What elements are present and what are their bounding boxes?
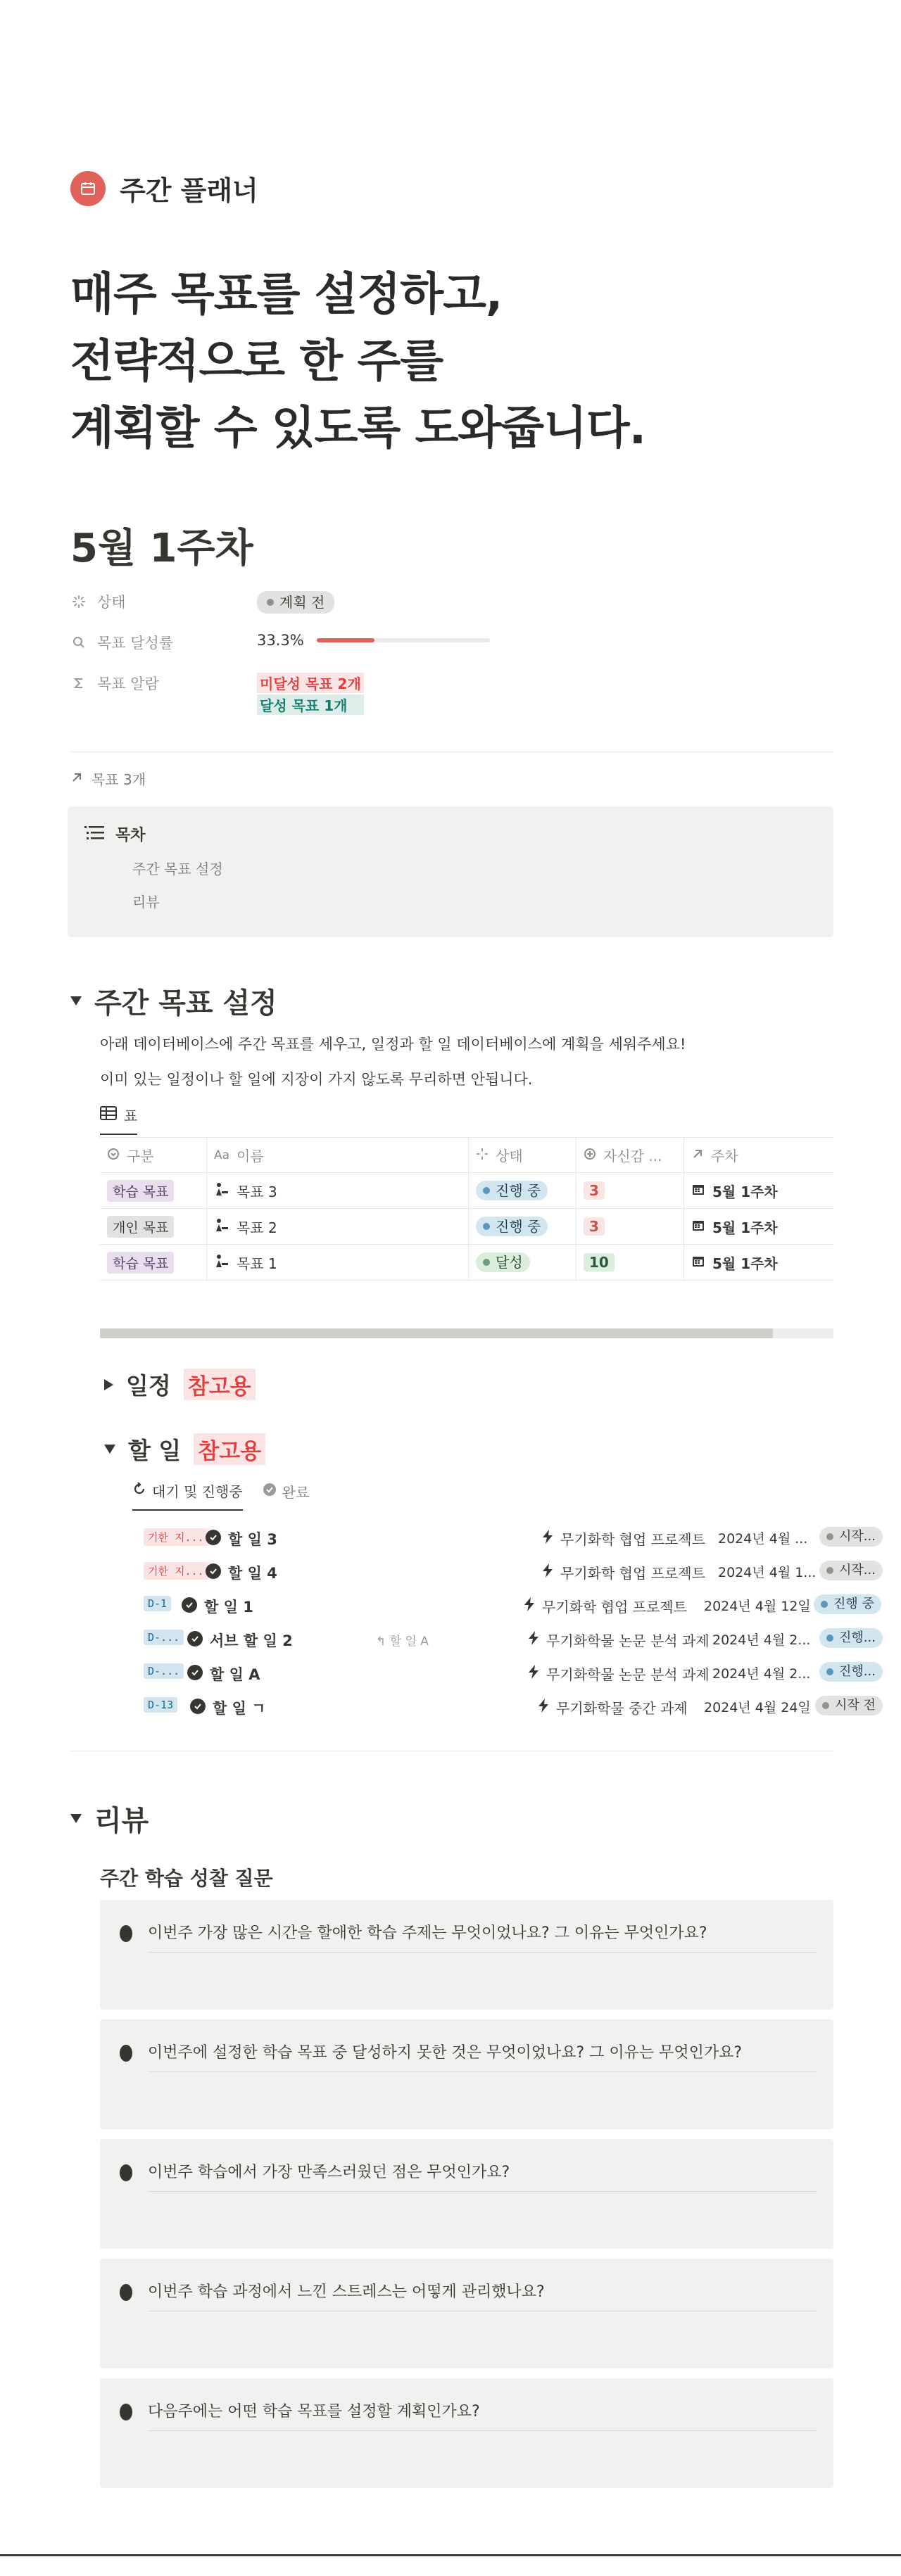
- page-title: 주간 플래너: [120, 175, 258, 206]
- status-text: 계획 전: [279, 594, 325, 611]
- number-icon: [584, 1147, 596, 1164]
- section-goals-heading[interactable]: [70, 981, 277, 1021]
- section-review-heading[interactable]: [70, 1798, 149, 1839]
- column-label: 주차: [711, 1148, 738, 1165]
- bullet-icon: [120, 2284, 132, 2301]
- project-link[interactable]: [524, 1596, 687, 1616]
- hero-line: 매주 목표를 설정하고,: [70, 269, 503, 321]
- dday-badge: 기한 지...: [144, 1562, 208, 1580]
- status-text: 진행 중: [833, 1597, 874, 1611]
- select-icon: [107, 1147, 120, 1164]
- hero-line: 계획할 수 있도록 도와줍니다.: [70, 402, 646, 455]
- alarm-met: 달성 목표 1개: [257, 694, 364, 715]
- column-label: 상태: [496, 1148, 523, 1165]
- list-icon: [84, 825, 104, 844]
- list-item[interactable]: [144, 1656, 876, 1690]
- review-subheading: 주간 학습 성찰 질문: [100, 1867, 273, 1890]
- toc-title: 목차: [115, 827, 146, 844]
- property-key: [70, 591, 257, 612]
- question-callout[interactable]: [100, 1900, 833, 2010]
- column-header[interactable]: [576, 1138, 684, 1172]
- table-cell: [684, 1245, 833, 1280]
- confidence-value: 3: [584, 1217, 605, 1236]
- progress-fill: [317, 638, 374, 642]
- bolt-icon: [524, 1597, 535, 1615]
- column-label: 자신감 ...: [603, 1148, 662, 1165]
- goals-description: 아래 데이터베이스에 주간 목표를 세우고, 일정과 할 일 데이터베이스에 계획을 세워주세요!: [100, 1036, 686, 1053]
- status-text: 진행 중: [496, 1218, 541, 1235]
- project-link[interactable]: [538, 1697, 688, 1718]
- status-badge: [819, 1527, 883, 1547]
- column-label: 이름: [237, 1148, 264, 1165]
- table-cell: [576, 1245, 684, 1280]
- column-header[interactable]: [469, 1138, 576, 1172]
- bullet-icon: [120, 2045, 132, 2062]
- dday-badge: D-...: [144, 1663, 184, 1679]
- status-dot: [267, 599, 274, 606]
- table-of-contents: [68, 806, 833, 937]
- status-badge: [819, 1561, 883, 1580]
- answer-line: [148, 2071, 817, 2072]
- tab-label: 대기 및 진행중: [152, 1483, 243, 1500]
- table-cell: [684, 1173, 833, 1208]
- status-dot: [826, 1668, 833, 1675]
- todo-date: 2024년 4월 ...: [718, 1531, 808, 1547]
- heading-text: 리뷰: [94, 1805, 149, 1837]
- status-dot: [826, 1635, 833, 1642]
- question-text: 이번주 학습 과정에서 느낀 스트레스는 어떻게 관리했나요?: [148, 2283, 545, 2301]
- property-label: 상태: [97, 594, 126, 611]
- table-cell: [576, 1173, 684, 1208]
- table-icon: [100, 1106, 117, 1124]
- todo-view-tabs: [132, 1480, 309, 1511]
- project-link[interactable]: [528, 1663, 710, 1684]
- goal-name[interactable]: 목표 1: [237, 1255, 277, 1272]
- category-tag: 학습 목표: [107, 1252, 174, 1274]
- section-schedule-heading[interactable]: [104, 1368, 256, 1401]
- list-item[interactable]: [144, 1555, 876, 1589]
- status-badge: [819, 1628, 883, 1648]
- list-item[interactable]: [144, 1690, 876, 1724]
- status-dot: [483, 1223, 490, 1230]
- planner-icon: [70, 171, 106, 206]
- status-dot: [826, 1567, 833, 1574]
- dday-badge: D-...: [144, 1630, 184, 1645]
- title-icon: Aa: [214, 1148, 230, 1162]
- status-text: 진행...: [839, 1630, 876, 1645]
- status-badge: [476, 1181, 548, 1200]
- status-text: 시작 전: [835, 1698, 876, 1713]
- list-item[interactable]: [144, 1589, 874, 1623]
- question-callout[interactable]: [100, 2139, 833, 2249]
- list-item[interactable]: [144, 1521, 876, 1555]
- view-tab-table[interactable]: [100, 1105, 137, 1135]
- status-badge: [815, 1696, 883, 1715]
- property-key: [70, 673, 257, 694]
- target-icon: [214, 1253, 229, 1272]
- todo-date: 2024년 4월 24일: [704, 1700, 811, 1715]
- todo-title[interactable]: 할 일 1: [204, 1599, 253, 1616]
- table-scrollbar[interactable]: [100, 1328, 833, 1338]
- table-cell: [100, 1173, 207, 1208]
- bolt-icon: [542, 1563, 553, 1581]
- category-tag: 학습 목표: [107, 1180, 174, 1202]
- parent-link[interactable]: [376, 1631, 429, 1649]
- todo-title[interactable]: 할 일 4: [228, 1565, 277, 1582]
- status-badge: [819, 1662, 883, 1682]
- property-key: [70, 632, 257, 653]
- rate-value: 33.3%: [257, 632, 304, 649]
- answer-line: [148, 2430, 817, 2431]
- status-dot: [483, 1187, 490, 1194]
- question-text: 다음주에는 어떤 학습 목표를 설정할 계획인가요?: [148, 2403, 480, 2420]
- bullet-icon: [120, 2404, 132, 2420]
- question-text: 이번주 가장 많은 시간을 할애한 학습 주제는 무엇이었나요? 그 이유는 무엇인가요?: [148, 1924, 707, 1942]
- table-header: [100, 1138, 833, 1173]
- column-label: 구분: [127, 1148, 154, 1165]
- todo-title[interactable]: 할 일 3: [228, 1531, 277, 1548]
- week-link[interactable]: 5월 1주차: [712, 1255, 778, 1272]
- arrow-up-right-icon: [691, 1147, 704, 1164]
- bolt-icon: [528, 1665, 539, 1682]
- table-cell: [100, 1209, 207, 1244]
- hero-line: 전략적으로 한 주를: [70, 336, 443, 388]
- project-name: 무기화학 협업 프로젝트: [560, 1565, 705, 1582]
- bolt-icon: [542, 1530, 553, 1547]
- toggle-right-icon: [104, 1379, 113, 1390]
- scrollbar-thumb[interactable]: [100, 1328, 773, 1338]
- table-cell: [207, 1173, 469, 1208]
- view-tab-label: 표: [124, 1108, 138, 1124]
- table-cell: [576, 1209, 684, 1244]
- table-cell: [469, 1173, 576, 1208]
- status-text: 진행 중: [496, 1182, 541, 1199]
- divider: [70, 751, 833, 752]
- sigma-icon: [70, 675, 87, 692]
- calendar-icon: [691, 1254, 705, 1271]
- page-header: [70, 169, 258, 208]
- table-cell: [684, 1209, 833, 1244]
- goals-table: [100, 1137, 833, 1281]
- status-dot: [826, 1533, 833, 1540]
- column-header[interactable]: [684, 1138, 833, 1172]
- property-value: [257, 673, 364, 715]
- properties: [70, 591, 833, 740]
- property-label: 목표 달성률: [97, 635, 174, 652]
- todo-title[interactable]: 할 일 ㄱ: [213, 1700, 266, 1717]
- question-callout[interactable]: [100, 2019, 833, 2129]
- table-row[interactable]: [100, 1209, 833, 1245]
- hero-text: [70, 262, 645, 462]
- table-row[interactable]: [100, 1245, 833, 1281]
- answer-line: [148, 2191, 817, 2192]
- category-tag: 개인 목표: [107, 1216, 174, 1238]
- goal-name[interactable]: 목표 2: [237, 1219, 277, 1236]
- todo-title[interactable]: 서브 할 일 2: [210, 1632, 293, 1649]
- toggle-down-icon: [104, 1445, 115, 1454]
- question-text: 이번주에 설정한 학습 목표 중 달성하지 못한 것은 무엇이었나요? 그 이유는 무엇인가요?: [148, 2044, 743, 2062]
- week-link[interactable]: 5월 1주차: [712, 1183, 778, 1200]
- dday-badge: D-1: [144, 1596, 171, 1611]
- alarm-values: [257, 673, 364, 715]
- check-circle-icon[interactable]: [190, 1699, 206, 1714]
- property-rate[interactable]: [70, 632, 833, 673]
- toc-item-review[interactable]: 리뷰: [132, 894, 160, 911]
- table-row[interactable]: [100, 1173, 833, 1209]
- project-name: 무기화학물 중간 과제: [556, 1700, 688, 1717]
- check-circle-icon[interactable]: [187, 1665, 203, 1680]
- bullet-icon: [120, 1925, 132, 1942]
- tab-pending[interactable]: [132, 1480, 243, 1511]
- bottom-edge: [0, 2554, 901, 2576]
- project-name: 무기화학 협업 프로젝트: [542, 1599, 687, 1616]
- goal-name[interactable]: 목표 3: [237, 1183, 277, 1200]
- calendar-icon: [691, 1218, 705, 1236]
- project-link[interactable]: [542, 1528, 705, 1549]
- status-text: 진행...: [839, 1664, 876, 1679]
- arrow-up-right-icon: [70, 770, 83, 787]
- reference-badge: 참고용: [194, 1433, 265, 1465]
- heading-text: 일정: [126, 1372, 171, 1400]
- status-dot: [821, 1601, 828, 1608]
- property-alarm[interactable]: [70, 673, 833, 740]
- calendar-icon: [691, 1182, 705, 1200]
- status-text: 시작...: [839, 1529, 876, 1544]
- property-label: 목표 알람: [97, 675, 159, 692]
- tab-label: 완료: [282, 1484, 310, 1501]
- project-link[interactable]: [542, 1562, 705, 1582]
- check-circle-icon[interactable]: [182, 1597, 197, 1613]
- alarm-unmet: 미달성 목표 2개: [257, 673, 364, 693]
- check-circle-icon[interactable]: [187, 1631, 203, 1647]
- refresh-icon: [132, 1482, 146, 1499]
- arrow-up-left-icon: ↰: [376, 1635, 386, 1649]
- list-item[interactable]: [144, 1623, 876, 1656]
- project-name: 무기화학물 논문 분석 과제: [546, 1666, 710, 1683]
- dday-badge: 기한 지...: [144, 1528, 208, 1546]
- table-cell: [207, 1209, 469, 1244]
- heading-text: 주간 목표 설정: [94, 987, 277, 1020]
- toggle-down-icon: [70, 1814, 82, 1823]
- target-icon: [214, 1217, 229, 1236]
- status-text: 달성: [496, 1254, 523, 1271]
- week-link[interactable]: 5월 1주차: [712, 1219, 778, 1236]
- todo-title[interactable]: 할 일 A: [210, 1666, 260, 1683]
- reference-badge: 참고용: [184, 1369, 256, 1400]
- search-icon: [70, 634, 87, 651]
- status-text: 시작...: [839, 1563, 876, 1578]
- check-circle-icon[interactable]: [206, 1530, 221, 1545]
- status-dot: [483, 1259, 490, 1266]
- status-badge: [476, 1217, 548, 1236]
- loading-icon: [70, 593, 87, 610]
- check-circle-icon: [263, 1483, 277, 1500]
- project-name: 무기화학물 논문 분석 과제: [546, 1632, 710, 1649]
- todo-date: 2024년 4월 2...: [712, 1632, 811, 1648]
- status-badge[interactable]: [257, 591, 334, 614]
- target-icon: [214, 1181, 229, 1200]
- table-cell: [207, 1245, 469, 1280]
- goals-description: 이미 있는 일정이나 할 일에 지장이 가지 않도록 무리하면 안됩니다.: [100, 1071, 533, 1088]
- toggle-down-icon: [70, 996, 82, 1005]
- dday-badge: D-13: [144, 1697, 177, 1713]
- column-header[interactable]: [100, 1138, 207, 1172]
- todo-date: 2024년 4월 2...: [712, 1666, 811, 1682]
- toc-header: [84, 823, 817, 845]
- week-title: 5월 1주차: [70, 526, 253, 571]
- property-value: [257, 632, 490, 649]
- column-header[interactable]: [207, 1138, 469, 1172]
- status-badge: [476, 1252, 530, 1272]
- todo-date: 2024년 4월 12일: [704, 1599, 811, 1614]
- toc-item-goals[interactable]: 주간 목표 설정: [132, 861, 223, 877]
- confidence-value: 10: [584, 1253, 615, 1271]
- status-dot: [822, 1702, 829, 1709]
- relation-goals[interactable]: [70, 768, 146, 789]
- progress-bar: [317, 638, 490, 642]
- question-callout[interactable]: [100, 2378, 833, 2488]
- parent-name: 할 일 A: [389, 1635, 429, 1649]
- property-status[interactable]: [70, 591, 833, 632]
- check-circle-icon[interactable]: [206, 1563, 221, 1579]
- table-cell: [100, 1245, 207, 1280]
- status-badge: [814, 1594, 881, 1614]
- project-link[interactable]: [528, 1630, 710, 1650]
- todo-list: [144, 1521, 876, 1724]
- section-todo-heading[interactable]: [104, 1433, 265, 1466]
- bullet-icon: [120, 2164, 132, 2181]
- tab-done[interactable]: [263, 1480, 310, 1511]
- bolt-icon: [528, 1631, 539, 1649]
- answer-line: [148, 1952, 817, 1953]
- table-cell: [469, 1245, 576, 1280]
- question-text: 이번주 학습에서 가장 만족스러웠던 점은 무엇인가요?: [148, 2164, 510, 2181]
- property-value: [257, 591, 334, 614]
- confidence-value: 3: [584, 1181, 605, 1200]
- project-name: 무기화학 협업 프로젝트: [560, 1531, 705, 1548]
- todo-date: 2024년 4월 1...: [718, 1565, 817, 1580]
- loading-icon: [476, 1147, 489, 1164]
- table-cell: [469, 1209, 576, 1244]
- question-callout[interactable]: [100, 2259, 833, 2368]
- bolt-icon: [538, 1699, 549, 1716]
- relation-label: 목표 3개: [92, 771, 146, 788]
- heading-text: 할 일: [128, 1437, 182, 1464]
